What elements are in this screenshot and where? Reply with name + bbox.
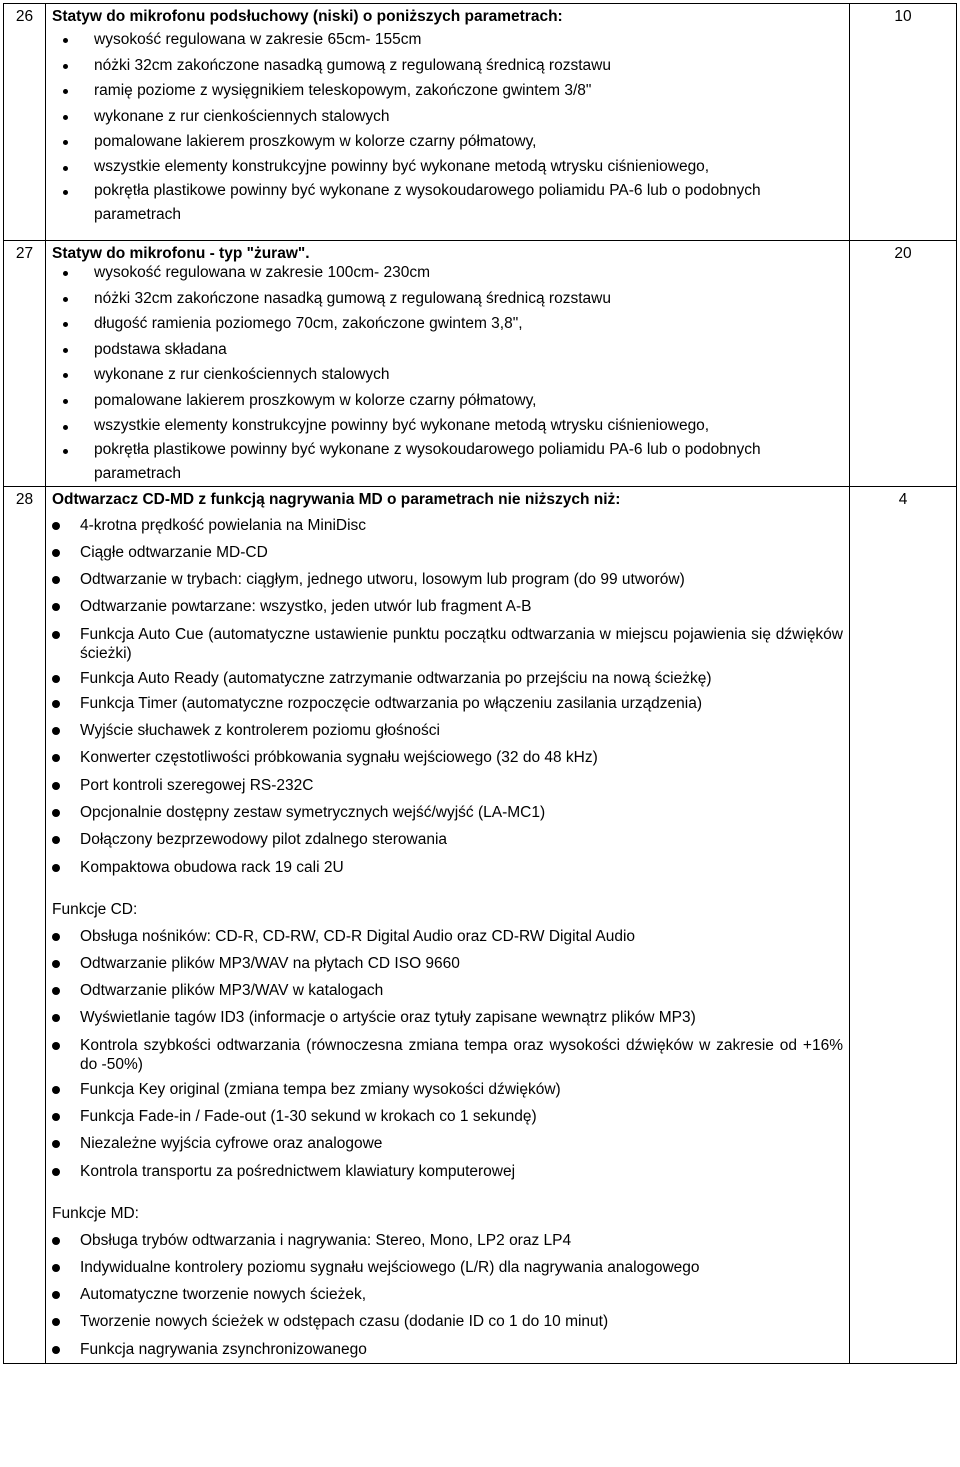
list-item: pokrętła plastikowe powinny być wykonane z wysokoudarowego poliamidu PA-6 lub o podobnych parametrach <box>52 438 843 486</box>
table-row <box>4 486 957 1363</box>
list-item: nóżki 32cm zakończone nasadką gumową z regulowaną średnicą rozstawu <box>52 53 843 79</box>
list-item: Kompaktowa obudowa rack 19 cali 2U <box>52 858 843 877</box>
list-item: Ciągłe odtwarzanie MD-CD <box>52 543 843 562</box>
item-description <box>46 4 850 241</box>
list-item: Port kontroli szeregowej RS-232C <box>52 776 843 795</box>
list-item: wykonane z rur cienkościennych stalowych <box>52 362 843 388</box>
item-title: Statyw do mikrofonu - typ "żuraw". <box>52 244 310 262</box>
item-description <box>46 240 850 486</box>
item-title: Statyw do mikrofonu podsłuchowy (niski) o poniższych parametrach: <box>52 8 563 25</box>
row-number: 26 <box>4 4 46 241</box>
list-item: Odtwarzanie w trybach: ciągłym, jednego utworu, losowym lub program (do 99 utworów) <box>52 570 843 589</box>
list-item: Opcjonalnie dostępny zestaw symetrycznych wejść/wyjść (LA-MC1) <box>52 803 843 822</box>
list-item: Tworzenie nowych ścieżek w odstępach czasu (dodanie ID co 1 do 10 minut) <box>52 1312 843 1331</box>
list-item: Funkcja nagrywania zsynchronizowanego <box>52 1340 843 1359</box>
list-item: Indywidualne kontrolery poziomu sygnału wejściowego (L/R) dla nagrywania analogowego <box>52 1258 843 1277</box>
list-item: Kontrola szybkości odtwarzania (równoczesna zmiana tempa oraz wysokości dźwięków w zakresie od +16% do -50%) <box>52 1036 843 1074</box>
list-item: Wyświetlanie tagów ID3 (informacje o artyście oraz tytuły zapisane wewnątrz plików MP3) <box>52 1008 843 1027</box>
parameter-list <box>52 27 843 227</box>
list-item: 4-krotna prędkość powielania na MiniDisc <box>52 516 843 535</box>
list-item: pokrętła plastikowe powinny być wykonane z wysokoudarowego poliamidu PA-6 lub o podobnych parametrach <box>52 179 843 227</box>
list-item: ramię poziome z wysięgnikiem teleskopowym, zakończone gwintem 3/8" <box>52 78 843 104</box>
table-row <box>4 240 957 486</box>
cd-functions-heading: Funkcje CD: <box>52 900 138 918</box>
quantity: 4 <box>850 486 957 1363</box>
quantity: 20 <box>850 240 957 486</box>
item-title: Odtwarzacz CD-MD z funkcją nagrywania MD o parametrach nie niższych niż: <box>52 490 621 508</box>
parameter-list <box>52 260 843 486</box>
list-item: wykonane z rur cienkościennych stalowych <box>52 104 843 130</box>
row-number: 27 <box>4 240 46 486</box>
list-item: Wyjście słuchawek z kontrolerem poziomu głośności <box>52 721 843 740</box>
list-item: Obsługa nośników: CD-R, CD-RW, CD-R Digital Audio oraz CD-RW Digital Audio <box>52 927 843 946</box>
list-item: Konwerter częstotliwości próbkowania sygnału wejściowego (32 do 48 kHz) <box>52 748 843 767</box>
list-item: Obsługa trybów odtwarzania i nagrywania: Stereo, Mono, LP2 oraz LP4 <box>52 1231 843 1250</box>
list-item: Funkcja Fade-in / Fade-out (1-30 sekund w krokach co 1 sekundę) <box>52 1107 843 1126</box>
list-item: Funkcja Auto Ready (automatyczne zatrzymanie odtwarzania po przejściu na nową ścieżkę) <box>52 669 843 688</box>
list-item: Funkcja Timer (automatyczne rozpoczęcie odtwarzania po włączeniu zasilania urządzenia) <box>52 694 843 713</box>
list-item: Odtwarzanie powtarzane: wszystko, jeden utwór lub fragment A-B <box>52 597 843 616</box>
list-item: pomalowane lakierem proszkowym w kolorze czarny półmatowy, <box>52 129 843 155</box>
cd-functions-list <box>52 927 843 1181</box>
list-item: wysokość regulowana w zakresie 100cm- 230cm <box>52 260 843 286</box>
item-description <box>46 486 850 1363</box>
md-functions-list <box>52 1231 843 1359</box>
table-row <box>4 4 957 241</box>
list-item: Odtwarzanie plików MP3/WAV na płytach CD ISO 9660 <box>52 954 843 973</box>
list-item: Kontrola transportu za pośrednictwem klawiatury komputerowej <box>52 1162 843 1181</box>
specification-table <box>3 3 957 1364</box>
list-item: podstawa składana <box>52 337 843 363</box>
list-item: pomalowane lakierem proszkowym w kolorze czarny półmatowy, <box>52 388 843 414</box>
list-item: wszystkie elementy konstrukcyjne powinny być wykonane metodą wtrysku ciśnieniowego, <box>52 155 843 179</box>
list-item: Funkcja Auto Cue (automatyczne ustawienie punktu początku odtwarzania w miejscu pojawienia się dźwięków ścieżki) <box>52 625 843 663</box>
list-item: wszystkie elementy konstrukcyjne powinny być wykonane metodą wtrysku ciśnieniowego, <box>52 414 843 438</box>
list-item: Odtwarzanie plików MP3/WAV w katalogach <box>52 981 843 1000</box>
list-item: Automatyczne tworzenie nowych ścieżek, <box>52 1285 843 1304</box>
row-number: 28 <box>4 486 46 1363</box>
parameter-list <box>52 516 843 877</box>
quantity: 10 <box>850 4 957 241</box>
list-item: Funkcja Key original (zmiana tempa bez zmiany wysokości dźwięków) <box>52 1080 843 1099</box>
list-item: wysokość regulowana w zakresie 65cm- 155cm <box>52 27 843 53</box>
list-item: długość ramienia poziomego 70cm, zakończone gwintem 3,8", <box>52 311 843 337</box>
list-item: Niezależne wyjścia cyfrowe oraz analogowe <box>52 1134 843 1153</box>
list-item: nóżki 32cm zakończone nasadką gumową z regulowaną średnicą rozstawu <box>52 286 843 312</box>
list-item: Dołączony bezprzewodowy pilot zdalnego sterowania <box>52 830 843 849</box>
md-functions-heading: Funkcje MD: <box>52 1204 139 1222</box>
